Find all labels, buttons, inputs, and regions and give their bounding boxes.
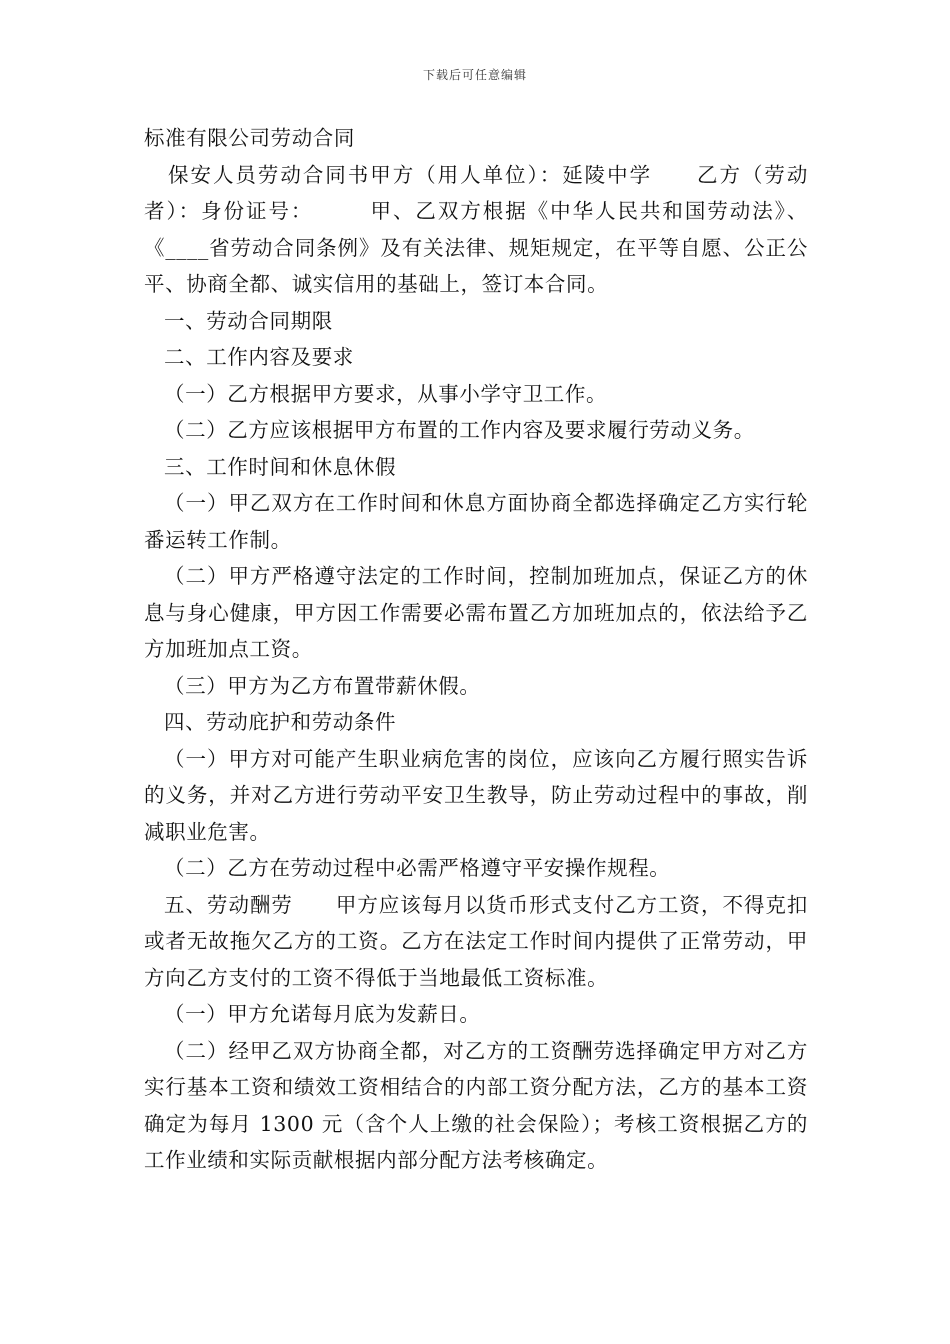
clause-paragraph: （二）乙方应该根据甲方布置的工作内容及要求履行劳动义务。 <box>164 418 755 442</box>
clause-paragraph: （二）乙方在劳动过程中必需严格遵守平安操作规程。 <box>164 856 671 880</box>
clause-paragraph: （一）甲方对可能产生职业病危害的岗位，应该向乙方履行照实告诉的义务，并对乙方进行劳动平安卫生教导，防止劳动过程中的事故，削减职业危害。 <box>144 746 808 844</box>
clause-paragraph: （二）经甲乙双方协商全都，对乙方的工资酬劳选择确定甲方对乙方实行基本工资和绩效工资相结合的内部工资分配方法，乙方的基本工资确定为每月 1300 元（含个人上缴的社会保险）；考核工资根据乙方的工作业绩和实际贡献根据内部分配方法考核确定。 <box>144 1038 808 1172</box>
clause-paragraph: （一）甲乙双方在工作时间和休息方面协商全都选择确定乙方实行轮番运转工作制。 <box>144 491 808 552</box>
section-heading-work-content: 二、工作内容及要求 <box>164 345 354 369</box>
clause-paragraph: （三）甲方为乙方布置带薪休假。 <box>164 673 481 698</box>
clause-paragraph: （一）甲方允诺每月底为发薪日。 <box>164 1002 481 1026</box>
section-heading-term: 一、劳动合同期限 <box>164 308 333 333</box>
preamble-paragraph: 保安人员劳动合同书甲方（用人单位）：延陵中学 乙方（劳动者）：身份证号： 甲、乙双方根据《中华人民共和国劳动法》、《____省劳动合同条例》及有关法律、规矩规定，在平等自愿、公正公平、协商全都、诚实信用的基础上，签订本合同。 <box>144 162 808 296</box>
page-header-note: 下载后可任意编辑 <box>422 68 527 82</box>
section-heading-remuneration: 五、劳动酬劳 甲方应该每月以货币形式支付乙方工资，不得克扣或者无故拖欠乙方的工资。乙方在法定工作时间内提供了正常劳动，甲方向乙方支付的工资不得低于当地最低工资标准。 <box>144 892 808 990</box>
clause-paragraph: （一）乙方根据甲方要求，从事小学守卫工作。 <box>164 381 608 406</box>
section-heading-protection: 四、劳动庇护和劳动条件 <box>164 710 397 734</box>
clause-paragraph: （二）甲方严格遵守法定的工作时间，控制加班加点，保证乙方的休息与身心健康，甲方因工作需要必需布置乙方加班加点的，依法给予乙方加班加点工资。 <box>144 564 808 661</box>
document-title: 标准有限公司劳动合同 <box>144 126 355 150</box>
section-heading-work-hours: 三、工作时间和休息休假 <box>164 454 397 479</box>
contract-body <box>144 120 808 1179</box>
